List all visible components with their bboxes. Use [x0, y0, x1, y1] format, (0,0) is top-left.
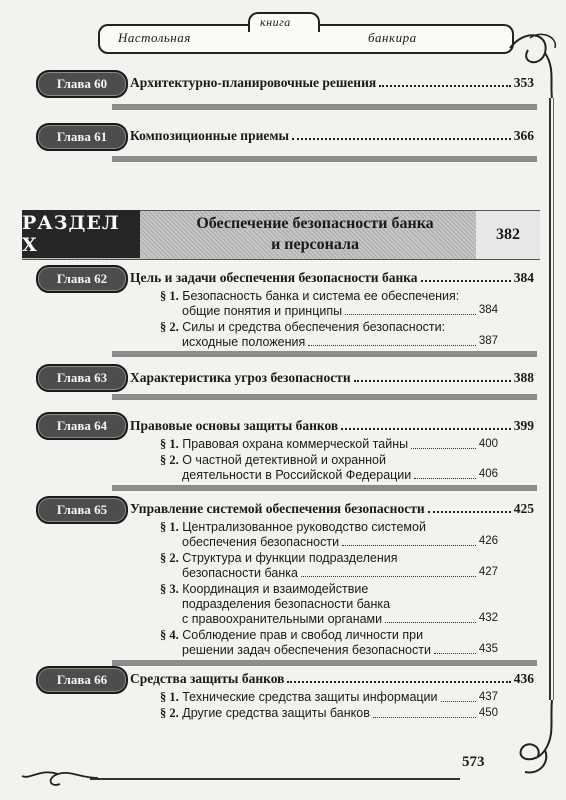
right-border-line — [549, 98, 551, 700]
toc-entry-subsection[interactable] — [160, 437, 498, 452]
toc-entry-subsection[interactable] — [160, 289, 459, 304]
chapter-title: Правовые основы защиты банков — [130, 418, 339, 433]
divider-bar — [112, 104, 537, 110]
divider-bar — [112, 394, 537, 400]
chapter-title: Архитектурно-планировочные решения — [130, 75, 377, 90]
page-ref: 406 — [478, 468, 498, 480]
leader-dots — [341, 418, 511, 430]
toc-entry-chapter[interactable] — [130, 370, 534, 385]
toc-entry-subsection[interactable] — [160, 551, 398, 566]
running-header — [98, 15, 514, 54]
page-ref: 425 — [513, 501, 534, 516]
leader-dots — [373, 706, 476, 718]
leader-dots — [385, 612, 476, 623]
subsection-title-line: подразделения безопасности банка — [182, 597, 391, 611]
subsection-title-line: общие понятия и принципы — [182, 304, 343, 318]
leader-dots — [308, 335, 476, 346]
divider-bar — [112, 660, 537, 666]
paragraph-number: § 1. — [160, 437, 179, 451]
toc-entry-subsection[interactable] — [160, 706, 498, 721]
toc-entry-subsection-cont[interactable] — [182, 468, 498, 482]
page-ref: 436 — [513, 671, 534, 686]
page-ref: 450 — [478, 707, 498, 719]
toc-entry-chapter[interactable] — [130, 418, 534, 433]
leader-dots — [421, 270, 511, 282]
paragraph-number: § 3. — [160, 582, 179, 596]
subsection-title-line: О частной детективной и охранной — [182, 453, 386, 467]
divider-bar — [112, 485, 537, 491]
page-ref: 435 — [478, 643, 498, 655]
chapter-badge: Глава 63 — [36, 364, 128, 392]
section-page-ref: 382 — [476, 210, 540, 260]
paragraph-number: § 2. — [160, 551, 179, 565]
chapter-badge: Глава 62 — [36, 265, 128, 293]
chapter-badge: Глава 60 — [36, 70, 128, 98]
page-ref: 432 — [478, 612, 498, 624]
section-title[interactable] — [160, 213, 470, 255]
leader-dots — [292, 128, 511, 140]
subsection-title-line: решении задач обеспечения безопасности — [182, 643, 431, 657]
toc-entry-subsection-cont[interactable] — [182, 335, 498, 349]
subsection-title-line: с правоохранительными органами — [182, 612, 383, 626]
toc-entry-chapter[interactable] — [130, 270, 534, 285]
page-ref: 388 — [513, 370, 534, 385]
page-ref: 353 — [513, 75, 534, 90]
toc-entry-subsection[interactable] — [160, 320, 445, 335]
page-ref: 400 — [478, 438, 498, 450]
toc-entry-subsection-cont[interactable] — [182, 566, 498, 580]
paragraph-number: § 4. — [160, 628, 179, 642]
section-title-line-2: и персонала — [271, 236, 359, 253]
toc-entry-subsection[interactable] — [160, 582, 368, 597]
divider-bar — [112, 351, 537, 357]
subsection-title-line: обеспечения безопасности — [182, 535, 340, 549]
page-ref: 384 — [478, 304, 498, 316]
subsection-title-line: Централизованное руководство системой — [182, 520, 426, 534]
toc-entry-subsection[interactable] — [160, 690, 498, 705]
toc-entry-subsection[interactable] — [160, 520, 426, 535]
toc-entry-subsection-cont — [182, 597, 390, 611]
page-ref: 366 — [513, 128, 534, 143]
subsection-title-line: Правовая охрана коммерческой тайны — [182, 437, 409, 451]
toc-entry-subsection[interactable] — [160, 453, 386, 468]
header-center-word: книга — [260, 15, 291, 29]
header-right-word: банкира — [368, 30, 417, 45]
page-ref: 437 — [478, 691, 498, 703]
subsection-title-line: Технические средства защиты информации — [182, 690, 438, 704]
leader-dots — [434, 643, 476, 654]
subsection-title-line: Безопасность банка и система ее обеспечения: — [182, 289, 460, 303]
paragraph-number: § 2. — [160, 453, 179, 467]
leader-dots — [441, 690, 476, 702]
toc-entry-subsection-cont[interactable] — [182, 643, 498, 657]
leader-dots — [345, 304, 476, 315]
subsection-title-line: Другие средства защиты банков — [182, 706, 370, 720]
leader-dots — [428, 501, 511, 513]
leader-dots — [342, 535, 476, 546]
chapter-badge: Глава 61 — [36, 123, 128, 151]
page-number: 573 — [462, 754, 485, 770]
page-ref: 426 — [478, 535, 498, 547]
toc-entry-subsection[interactable] — [160, 628, 423, 643]
toc-entry-chapter[interactable] — [130, 501, 534, 516]
section-label: РАЗДЕЛ X — [22, 210, 140, 258]
leader-dots — [301, 566, 476, 577]
paragraph-number: § 1. — [160, 520, 179, 534]
toc-entry-subsection-cont[interactable] — [182, 535, 498, 549]
chapter-badge: Глава 65 — [36, 496, 128, 524]
footer-rule — [90, 778, 460, 780]
toc-entry-subsection-cont[interactable] — [182, 304, 498, 318]
paragraph-number: § 1. — [160, 289, 179, 303]
subsection-title-line: деятельности в Российской Федерации — [182, 468, 412, 482]
leader-dots — [411, 437, 476, 449]
leader-dots — [354, 370, 511, 382]
chapter-badge: Глава 66 — [36, 666, 128, 694]
leader-dots — [287, 671, 510, 683]
subsection-title-line: Соблюдение прав и свобод личности при — [182, 628, 424, 642]
subsection-title-line: безопасности банка — [182, 566, 298, 580]
divider-bar — [112, 156, 537, 162]
section-title-line-1: Обеспечение безопасности банка — [196, 215, 434, 232]
chapter-title: Характеристика угроз безопасности — [130, 370, 351, 385]
right-border-line-inner — [553, 98, 554, 700]
bottom-right-ornament-icon — [500, 700, 562, 780]
subsection-title-line: Структура и функции подразделения — [182, 551, 398, 565]
toc-entry-subsection-cont[interactable] — [182, 612, 498, 626]
subsection-title-line: исходные положения — [182, 335, 306, 349]
header-left-word: Настольная — [118, 30, 191, 45]
page-ref: 427 — [478, 566, 498, 578]
chapter-title: Средства защиты банков — [130, 671, 285, 686]
page-ref: 399 — [513, 418, 534, 433]
toc-entry-chapter[interactable] — [130, 75, 534, 90]
page-ref: 384 — [513, 270, 534, 285]
paragraph-number: § 2. — [160, 320, 179, 334]
chapter-badge: Глава 64 — [36, 412, 128, 440]
chapter-title: Композиционные приемы — [130, 128, 290, 143]
page-ref: 387 — [478, 335, 498, 347]
toc-entry-chapter[interactable] — [130, 671, 534, 686]
chapter-title: Управление системой обеспечения безопасности — [130, 501, 425, 516]
paragraph-number: § 1. — [160, 690, 179, 704]
subsection-title-line: Координация и взаимодействие — [182, 582, 369, 596]
leader-dots — [379, 75, 511, 87]
bottom-left-ornament-icon — [20, 766, 100, 790]
paragraph-number: § 2. — [160, 706, 179, 720]
subsection-title-line: Силы и средства обеспечения безопасности: — [182, 320, 446, 334]
toc-entry-chapter[interactable] — [130, 128, 534, 143]
leader-dots — [414, 468, 476, 479]
chapter-title: Цель и задачи обеспечения безопасности банка — [130, 270, 418, 285]
